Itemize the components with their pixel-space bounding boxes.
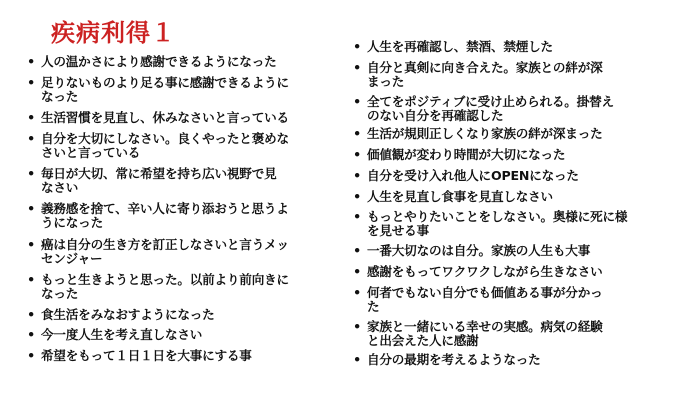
bullet-dot-icon: •: [353, 168, 361, 183]
list-item-text: 人生を再確認し、禁酒、禁煙した: [367, 39, 553, 54]
list-item-text: もっとやりたいことをしなさい。奥様に死に様 を見せる事: [367, 209, 628, 238]
list-item-text: 毎日が大切、常に希望を持ち広い視野で見 なさい: [41, 166, 277, 195]
list-item: [24, 349, 354, 363]
list-item: [350, 169, 680, 183]
list-item: [24, 202, 354, 229]
list-item: [24, 308, 354, 322]
bullet-dot-icon: •: [27, 75, 35, 90]
left-bullet-list: [24, 0, 354, 401]
list-item-text: 人の温かさにより感謝できるようになった: [41, 54, 277, 69]
list-item-text: 今一度人生を考え直しなさい: [41, 327, 203, 342]
list-item: [350, 148, 680, 162]
bullet-dot-icon: •: [353, 189, 361, 204]
list-item-text: 自分と真剣に向き合えた。家族との絆が深 まった: [367, 60, 603, 89]
list-item-text: 生活が規則正しくなり家族の絆が深まった: [367, 126, 603, 141]
bullet-dot-icon: •: [27, 327, 35, 342]
list-item: [350, 95, 680, 122]
bullet-dot-icon: •: [27, 272, 35, 287]
list-item-text: 人生を見直し食事を見直しなさい: [367, 189, 553, 204]
list-item-text: 義務感を捨て、辛い人に寄り添おうと思うよ うになった: [41, 201, 289, 230]
list-item: [350, 40, 680, 54]
list-item: [350, 320, 680, 347]
list-item: [350, 61, 680, 88]
list-item: [24, 132, 354, 159]
list-item: [350, 265, 680, 279]
list-item: [350, 244, 680, 258]
bullet-dot-icon: •: [353, 126, 361, 141]
bullet-dot-icon: •: [27, 54, 35, 69]
list-item-text: 自分の最期を考えるようなった: [367, 352, 541, 367]
bullet-dot-icon: •: [27, 131, 35, 146]
list-item-text: 希望をもって１日１日を大事にする事: [41, 348, 252, 363]
bullet-dot-icon: •: [27, 348, 35, 363]
list-item-text: 食生活をみなおすようになった: [41, 307, 215, 322]
slide-title: 疾病利得１: [51, 19, 176, 47]
bullet-dot-icon: •: [353, 94, 361, 109]
bullet-dot-icon: •: [353, 209, 361, 224]
bullet-dot-icon: •: [353, 39, 361, 54]
bullet-dot-icon: •: [27, 201, 35, 216]
list-item: [350, 353, 680, 367]
bullet-dot-icon: •: [353, 60, 361, 75]
list-item: [350, 286, 680, 313]
bullet-dot-icon: •: [27, 110, 35, 125]
bullet-dot-icon: •: [353, 243, 361, 258]
bullet-dot-icon: •: [353, 319, 361, 334]
list-item: [24, 167, 354, 194]
list-item-text: 癌は自分の生き方を訂正しなさいと言うメッ センジャー: [41, 237, 289, 266]
list-item: [24, 55, 354, 69]
list-item: [350, 190, 680, 204]
bullet-dot-icon: •: [27, 307, 35, 322]
list-item: [24, 111, 354, 125]
list-item: [350, 210, 680, 237]
bullet-dot-icon: •: [353, 147, 361, 162]
list-item-text: 足りないものより足る事に感謝できるように なった: [41, 75, 289, 104]
list-item-text: 自分を大切にしなさい。良くやったと褒めな さいと言っている: [41, 131, 289, 160]
right-bullet-list: [350, 0, 680, 401]
list-item-text: 価値観が変わり時間が大切になった: [367, 147, 566, 162]
list-item: [24, 76, 354, 103]
list-item-text: 家族と一緒にいる幸せの実感。病気の経験 と出会えた人に感謝: [367, 319, 603, 348]
list-item: [24, 328, 354, 342]
list-item-text: 一番大切なのは自分。家族の人生も大事: [367, 243, 591, 258]
list-item: [350, 127, 680, 141]
list-item-text: 感謝をもってワクワクしながら生きなさい: [367, 264, 603, 279]
bullet-dot-icon: •: [353, 352, 361, 367]
list-item-text: 何者でもない自分でも価値ある事が分かっ た: [367, 285, 603, 314]
list-item: [24, 238, 354, 265]
bullet-dot-icon: •: [353, 264, 361, 279]
list-item-text: 生活習慣を見直し、休みなさいと言っている: [41, 110, 289, 125]
bullet-dot-icon: •: [27, 237, 35, 252]
bullet-dot-icon: •: [353, 285, 361, 300]
list-item-text: もっと生きようと思った。以前より前向きに なった: [41, 272, 289, 301]
list-item-text: 自分を受け入れ他人にOPENになった: [367, 168, 579, 183]
list-item-text: 全てをポジティブに受け止められる。掛替え のない自分を再確認した: [367, 94, 614, 123]
bullet-dot-icon: •: [27, 166, 35, 181]
list-item: [24, 273, 354, 300]
